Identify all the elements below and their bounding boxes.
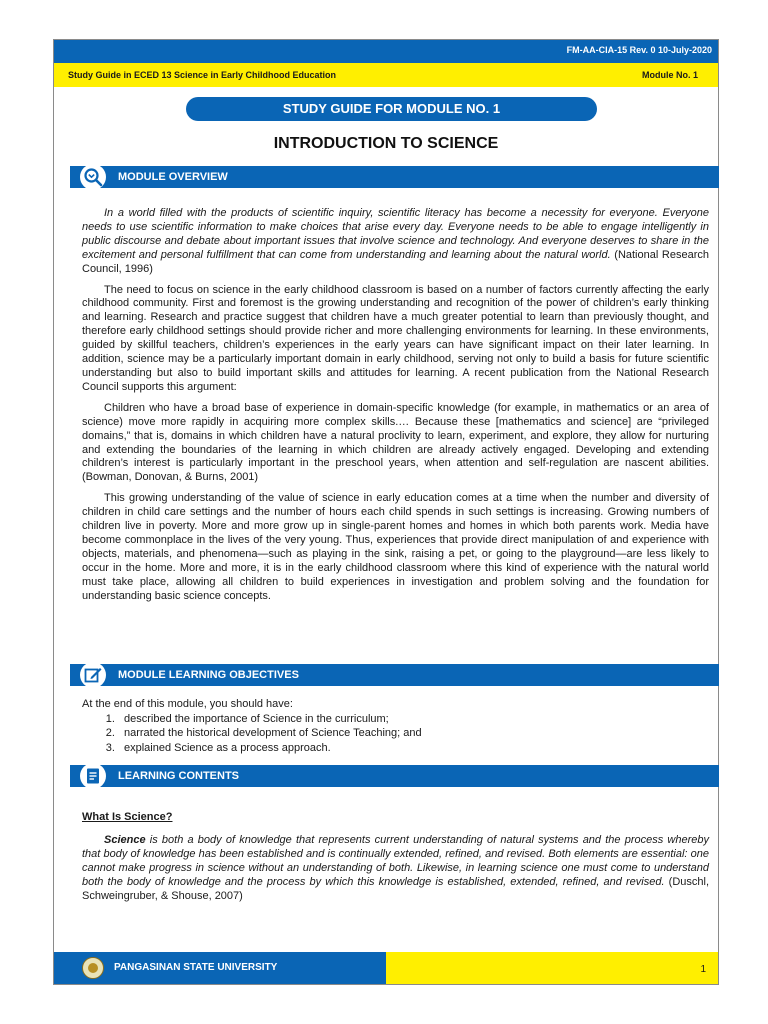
- document-list-icon: [80, 763, 106, 789]
- overview-paragraph-4: This growing understanding of the value of science in early education comes at a time when the number and diversity of children in child care settings and the number of hours each child spends in such settings is increasing. Growing numbers of children live in poverty. More and more grow up in single-parent homes and homes in which both parents work. Media have become commonplace in the lives of the very young. Thus, experiences that provide direct manipulation of and experience with objects, materials, and phenomena—such as playing in the sink, raising a pet, or going to the playground—are less likely to occur in the home. More and more, it is in the early childhood classroom where this kind of experience with the natural world must take place, allowing all children to build experiences in investigation and problem solving and the foundation for understanding basic science concepts.: [82, 492, 709, 602]
- contents-text: [82, 834, 709, 904]
- course-header-bar: [54, 63, 718, 87]
- overview-quote: In a world filled with the products of scientific inquiry, scientific literacy has become a necessity for everyone. Everyone needs to use scientific information to make choices that arise every day. Everyone needs to be able to engage intelligently in public discourse and debate about important issues that involve science and technology. And everyone deserves to share in the excitement and personal fulfillment that can come from understanding and learning about the natural world.: [82, 207, 709, 261]
- objectives-block: [82, 697, 702, 755]
- section-subheading: What Is Science?: [82, 811, 173, 823]
- top-header-bar: [54, 40, 718, 63]
- objectives-intro: At the end of this module, you should have:: [82, 698, 293, 710]
- university-seal-icon: [82, 957, 104, 979]
- module-overview-header: [70, 166, 719, 188]
- objectives-list: [82, 712, 702, 756]
- module-number: Module No. 1: [642, 70, 698, 80]
- overview-paragraph-2: The need to focus on science in the early childhood classroom is based on a number of factors currently affecting the early childhood community. First and foremost is the growing understanding and recognition of the power of children’s early thinking and learning. Research and practice suggest that children have a much greater potential to learn than previously thought, and therefore early childhood settings should provide richer and more challenging environments for learning. In these environments, guided by skillful teachers, children’s experiences in the early years can have significant impact on their later learning. In addition, science may be a particularly important domain in early childhood, serving not only to build a basis for future scientific understanding but also to build important skills and attitudes for learning. A recent publication from the National Research Council supports this argument:: [82, 283, 709, 393]
- science-definition-paragraph: [82, 834, 709, 904]
- overview-paragraph-3: Children who have a broad base of experience in domain-specific knowledge (for example, in mathematics or an area of science) move more rapidly in acquiring more complex skills.… Because these [mathematics and science] are “privileged domains,” that is, domains in which children have a natural proclivity to learn, experiment, and explore, they allow for nurturing and extending the boundaries of the learning in which children are already actively engaged. Developing and extending children’s interest is particularly important in the preschool years, when attention and self-regulation are nascent abilities. (Bowman, Donovan, & Burns, 2001): [82, 401, 709, 484]
- overview-quote-citation: (National Research Council, 1996): [82, 248, 709, 275]
- module-overview-heading: MODULE OVERVIEW: [118, 171, 228, 183]
- objective-item: 3. explained Science as a process approach.: [118, 741, 702, 756]
- science-term: Science: [104, 834, 146, 846]
- page-number: 1: [700, 964, 706, 975]
- learning-objectives-header: [70, 664, 719, 686]
- overview-paragraph-1: [82, 207, 709, 277]
- study-guide-banner: STUDY GUIDE FOR MODULE NO. 1: [186, 97, 597, 121]
- university-name: PANGASINAN STATE UNIVERSITY: [114, 962, 278, 973]
- science-definition: is both a body of knowledge that represents current understanding of natural systems and the process whereby that body of knowledge has been established and is continually extended, refined, and revised. Both elements are essential: one cannot make progress in science without an understanding of both. Likewise, in learning science one must come to understand both the body of knowledge and the process by which this knowledge is established, extended, refined, and revised.: [82, 834, 709, 888]
- footer-page-bar: [386, 952, 718, 984]
- edit-pencil-icon: [80, 662, 106, 688]
- footer-university-bar: [54, 952, 386, 984]
- learning-objectives-heading: MODULE LEARNING OBJECTIVES: [118, 669, 299, 681]
- learning-contents-header: [70, 765, 719, 787]
- science-definition-citation: (Duschl, Schweingruber, & Shouse, 2007): [82, 875, 709, 902]
- learning-contents-heading: LEARNING CONTENTS: [118, 770, 239, 782]
- objective-item: 1. described the importance of Science in the curriculum;: [118, 712, 702, 727]
- page-title: INTRODUCTION TO SCIENCE: [273, 135, 499, 152]
- overview-text: [82, 207, 709, 603]
- document-page: [53, 39, 719, 985]
- magnifier-icon: [80, 164, 106, 190]
- objective-item: 2. narrated the historical development of Science Teaching; and: [118, 726, 702, 741]
- form-code: FM-AA-CIA-15 Rev. 0 10-July-2020: [566, 45, 712, 55]
- course-title: Study Guide in ECED 13 Science in Early Childhood Education: [68, 70, 337, 80]
